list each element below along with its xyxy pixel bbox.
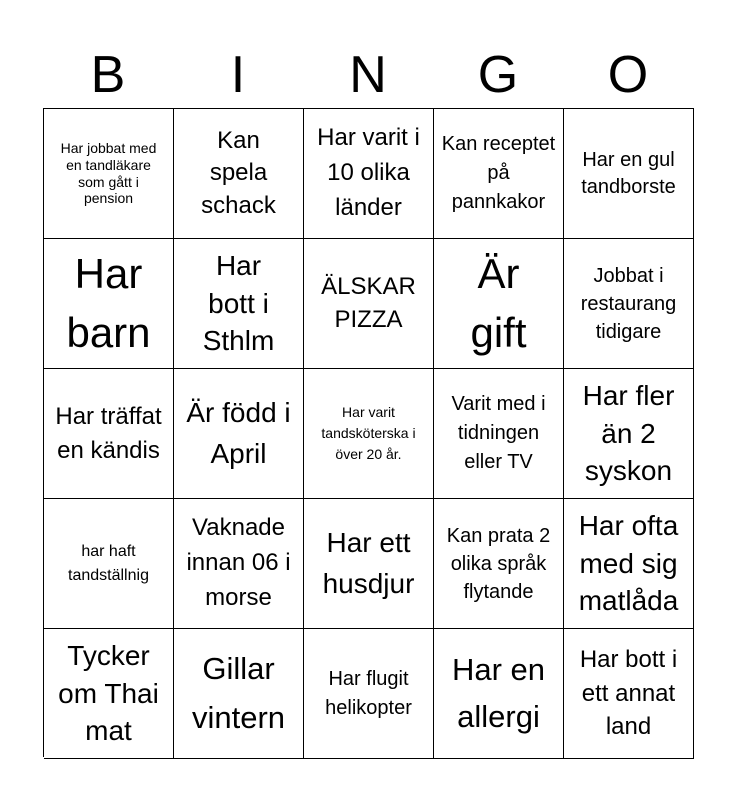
bingo-header [43,42,693,108]
bingo-cell[interactable] [304,499,434,629]
header-letter-o: O [607,46,649,104]
cell-text: Har jobbat med en tandläkare som gått i pension [60,139,157,207]
bingo-cell[interactable] [44,629,174,759]
cell-text: har haft tandställnig [68,543,149,584]
bingo-cell[interactable] [434,109,564,239]
bingo-cell[interactable] [174,629,304,759]
bingo-cell[interactable] [174,109,304,239]
bingo-cell[interactable] [174,239,304,369]
bingo-cell[interactable] [434,499,564,629]
bingo-cell[interactable] [434,369,564,499]
cell-text: Vaknade innan 06 i morse [186,514,291,611]
bingo-cell[interactable] [174,369,304,499]
cell-text: Har fler än 2 syskon [582,379,675,487]
cell-text: ÄLSKAR PIZZA [321,273,416,333]
bingo-cell[interactable] [44,109,174,239]
cell-text: Har ett husdjur [322,526,415,599]
cell-text: Gillar vintern [191,651,286,735]
bingo-cell[interactable] [564,629,694,759]
cell-text: Är född i April [186,396,291,469]
cell-text: Jobbat i restaurang tidigare [580,264,677,343]
header-letter-g: G [477,46,519,104]
bingo-cell[interactable] [434,239,564,369]
cell-text: Har ofta med sig matlåda [578,509,679,617]
bingo-cell[interactable] [44,239,174,369]
cell-text: Har bott i Sthlm [202,249,275,357]
bingo-cell[interactable] [304,239,434,369]
bingo-cell[interactable] [304,109,434,239]
cell-text: Kan prata 2 olika språk flytande [446,524,551,603]
cell-text: Varit med i tidningen eller TV [451,393,546,473]
cell-text: Har varit i 10 olika länder [317,124,420,221]
bingo-cell[interactable] [44,369,174,499]
bingo-cell[interactable] [304,629,434,759]
header-letter-b: B [90,46,126,104]
cell-text: Är gift [470,249,527,356]
bingo-cell[interactable] [564,109,694,239]
bingo-cell[interactable] [44,499,174,629]
cell-text: Har träffat en kändis [55,402,162,464]
bingo-cell[interactable] [174,499,304,629]
bingo-cell[interactable] [564,499,694,629]
cell-text: Tycker om Thai mat [58,639,159,747]
cell-text: Har varit tandsköterska i över 20 år. [321,404,416,462]
cell-text: Kan receptet på pannkakor [441,133,556,213]
cell-text: Har en gul tandborste [581,148,676,198]
cell-text: Har bott i ett annat land [579,646,678,741]
bingo-cell[interactable] [564,369,694,499]
bingo-cell[interactable] [434,629,564,759]
cell-text: Har flugit helikopter [325,667,412,719]
header-letter-i: I [230,46,246,104]
cell-text: Har barn [66,249,151,356]
header-letter-n: N [349,46,387,104]
bingo-cell[interactable] [304,369,434,499]
bingo-cell[interactable] [564,239,694,369]
cell-text: Kan spela schack [201,126,276,219]
cell-text: Har en allergi [451,652,546,734]
bingo-board [43,108,694,757]
